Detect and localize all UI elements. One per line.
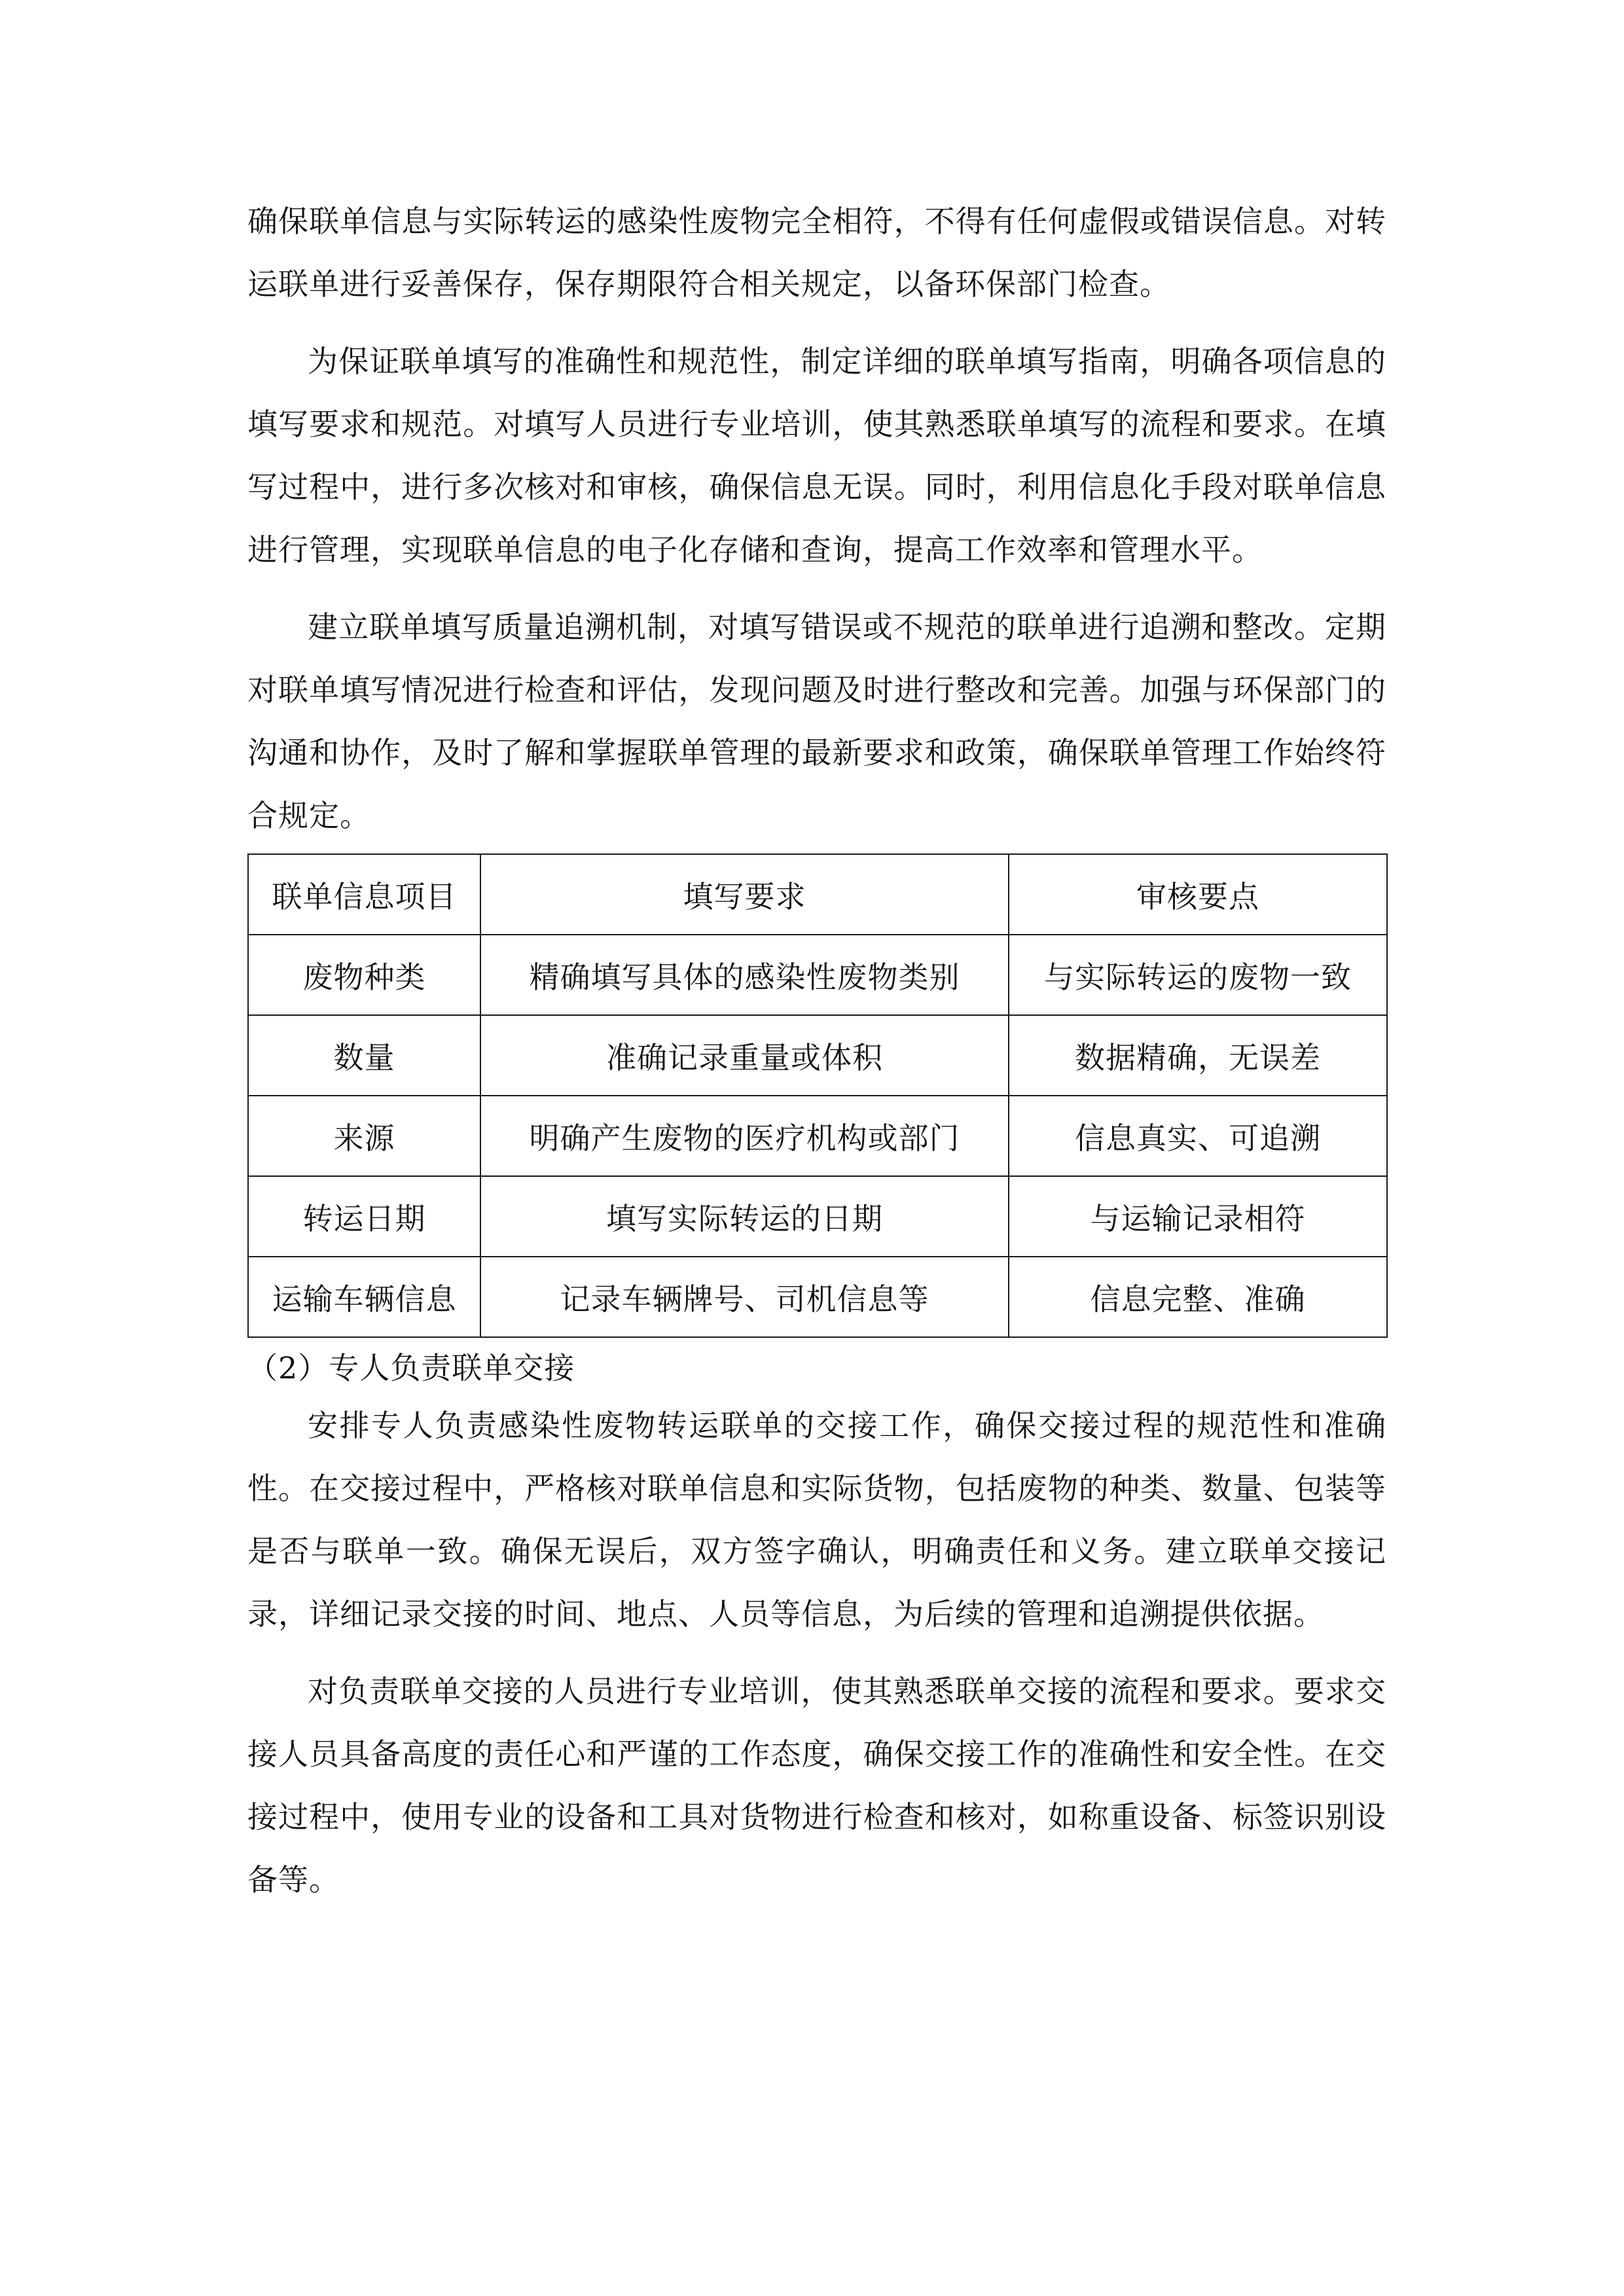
table-row (248, 935, 1387, 1015)
table-row (248, 1257, 1387, 1337)
table-header-cell: 填写要求 (480, 854, 1009, 935)
table-row (248, 1015, 1387, 1096)
table-cell: 与实际转运的废物一致 (1009, 935, 1387, 1015)
table-cell: 废物种类 (248, 935, 480, 1015)
table-row (248, 1096, 1387, 1176)
section-heading: （2）专人负责联单交接 (247, 1350, 575, 1386)
table-cell: 填写实际转运的日期 (480, 1176, 1009, 1257)
table-header-row (248, 854, 1387, 935)
table-cell: 转运日期 (248, 1176, 480, 1257)
table-cell: 与运输记录相符 (1009, 1176, 1387, 1257)
paragraph-5: 对负责联单交接的人员进行专业培训，使其熟悉联单交接的流程和要求。要求交接人员具备高度的责任心和严谨的工作态度，确保交接工作的准确性和安全性。在交接过程中，使用专业的设备和工具对货物进行检查和核对，如称重设备、标签识别设备等。 (247, 1674, 1386, 1897)
table-cell: 记录车辆牌号、司机信息等 (480, 1257, 1009, 1337)
info-table (247, 853, 1388, 1338)
table-cell: 准确记录重量或体积 (480, 1015, 1009, 1096)
table-header-cell: 审核要点 (1009, 854, 1387, 935)
table-cell: 信息真实、可追溯 (1009, 1096, 1387, 1176)
table-cell: 运输车辆信息 (248, 1257, 480, 1337)
paragraph-1: 确保联单信息与实际转运的感染性废物完全相符，不得有任何虚假或错误信息。对转运联单进行妥善保存，保存期限符合相关规定，以备环保部门检查。 (247, 204, 1386, 302)
paragraph-2: 为保证联单填写的准确性和规范性，制定详细的联单填写指南，明确各项信息的填写要求和规范。对填写人员进行专业培训，使其熟悉联单填写的流程和要求。在填写过程中，进行多次核对和审核，确保信息无误。同时，利用信息化手段对联单信息进行管理，实现联单信息的电子化存储和查询，提高工作效率和管理水平。 (247, 344, 1386, 567)
table-cell: 数量 (248, 1015, 480, 1096)
paragraph-3: 建立联单填写质量追溯机制，对填写错误或不规范的联单进行追溯和整改。定期对联单填写情况进行检查和评估，发现问题及时进行整改和完善。加强与环保部门的沟通和协作，及时了解和掌握联单管理的最新要求和政策，确保联单管理工作始终符合规定。 (247, 609, 1386, 833)
table-cell: 精确填写具体的感染性废物类别 (480, 935, 1009, 1015)
paragraph-4: 安排专人负责感染性废物转运联单的交接工作，确保交接过程的规范性和准确性。在交接过程中，严格核对联单信息和实际货物，包括废物的种类、数量、包装等是否与联单一致。确保无误后，双方签字确认，明确责任和义务。建立联单交接记录，详细记录交接的时间、地点、人员等信息，为后续的管理和追溯提供依据。 (247, 1408, 1386, 1632)
table-cell: 来源 (248, 1096, 480, 1176)
document-body (247, 190, 1386, 1911)
table-row (248, 1176, 1387, 1257)
table-cell: 信息完整、准确 (1009, 1257, 1387, 1337)
table-header-cell: 联单信息项目 (248, 854, 480, 935)
table-cell: 明确产生废物的医疗机构或部门 (480, 1096, 1009, 1176)
table-cell: 数据精确，无误差 (1009, 1015, 1387, 1096)
